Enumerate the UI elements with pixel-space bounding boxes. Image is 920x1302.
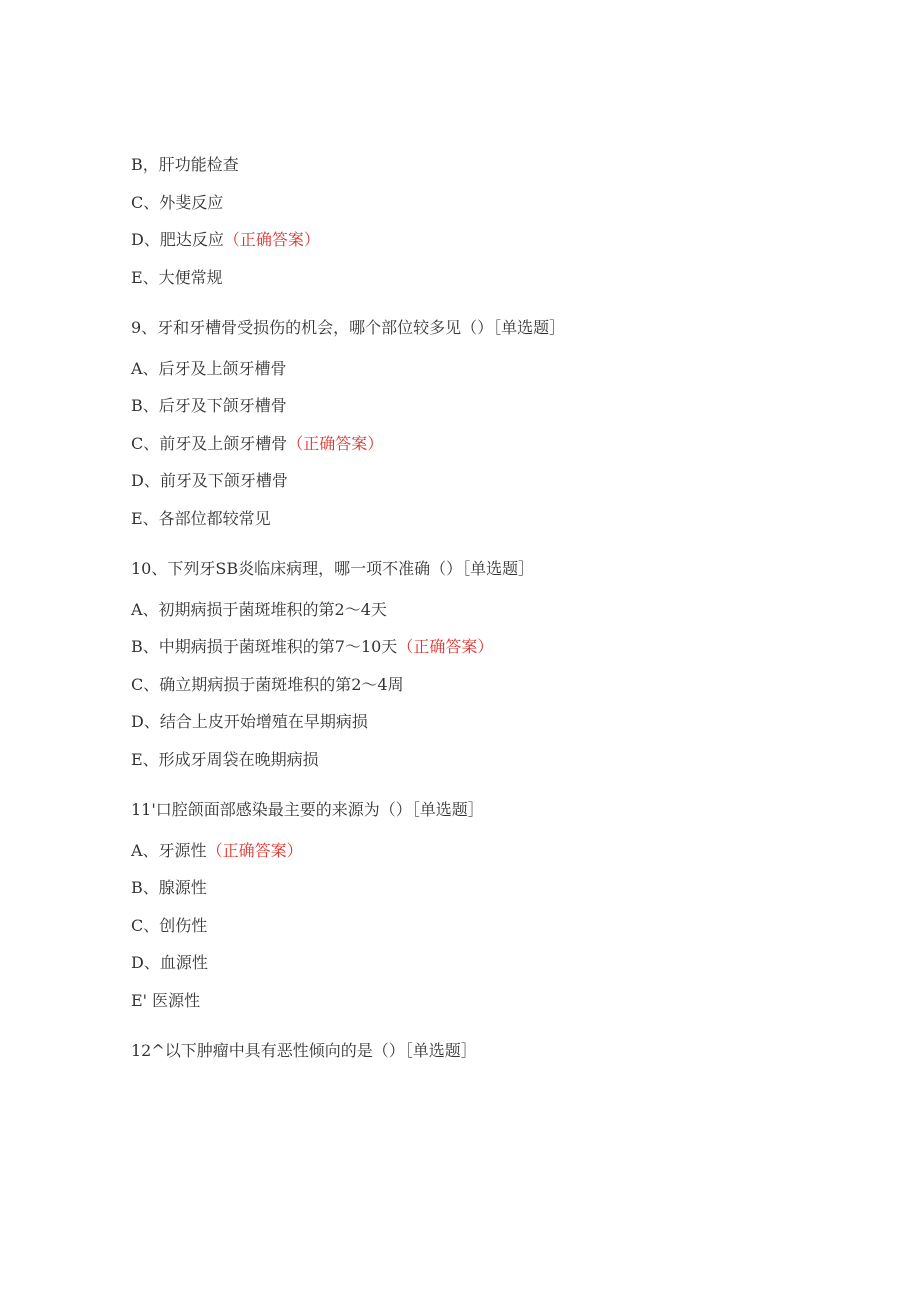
- option-text: A、牙源性: [131, 840, 207, 860]
- option-text: E、大便常规: [131, 267, 223, 287]
- q10-option-e: [131, 747, 871, 773]
- option-text: D、前牙及下颌牙槽骨: [131, 471, 288, 490]
- q9-option-e: [131, 506, 871, 532]
- option-b: [131, 152, 871, 178]
- option-text: D、血源性: [131, 953, 208, 972]
- question-9-title: 9、牙和牙槽骨受损伤的机会，哪个部位较多见（）［单选题］: [131, 317, 566, 337]
- option-text: A、后牙及上颌牙槽骨: [131, 358, 287, 378]
- q10-option-a: [131, 597, 871, 623]
- q10-option-c: [131, 672, 871, 698]
- q11-option-d: [131, 950, 871, 976]
- option-text: B、中期病损于菌斑堆积的第7～10天: [131, 637, 398, 656]
- correct-answer-mark: （正确答案）: [287, 433, 384, 453]
- q10-option-d: [131, 709, 871, 735]
- q11-option-a: [131, 838, 871, 864]
- option-text: C、外斐反应: [131, 192, 224, 212]
- correct-answer-mark: （正确答案）: [206, 840, 303, 860]
- q11-option-e: [131, 988, 871, 1014]
- q9-option-b: [131, 393, 871, 419]
- q11-option-c: [131, 913, 871, 939]
- correct-answer-mark: （正确答案）: [397, 637, 494, 656]
- q11-option-b: [131, 875, 871, 901]
- option-text: C、前牙及上颌牙槽骨: [131, 433, 288, 453]
- question-12-title: 12^以下肿瘤中具有恶性倾向的是（）［单选题］: [131, 1040, 477, 1060]
- question-10-title: 10、下列牙SB炎临床病理，哪一项不准确（）［单选题］: [131, 558, 535, 578]
- option-text: E、各部位都较常见: [131, 508, 271, 528]
- q9-option-a: [131, 356, 871, 382]
- option-text: C、创伤性: [131, 915, 208, 935]
- correct-answer-mark: （正确答案）: [223, 230, 320, 249]
- option-text: B，肝功能检查: [131, 155, 239, 174]
- q9-option-c: [131, 431, 871, 457]
- option-d: [131, 227, 871, 253]
- document-page: [131, 152, 871, 1079]
- question-11-title: 11'口腔颌面部感染最主要的来源为（）［单选题］: [131, 799, 484, 819]
- option-text: B、腺源性: [131, 878, 207, 897]
- option-text: D、肥达反应: [131, 230, 224, 249]
- option-text: D、结合上皮开始增殖在早期病损: [131, 712, 368, 731]
- q10-option-b: [131, 634, 871, 660]
- option-c: [131, 190, 871, 216]
- option-text: E、形成牙周袋在晚期病损: [131, 749, 319, 769]
- option-e: [131, 265, 871, 291]
- option-text: E' 医源性: [131, 990, 201, 1010]
- q9-option-d: [131, 468, 871, 494]
- option-text: B、后牙及下颌牙槽骨: [131, 396, 287, 415]
- option-text: C、确立期病损于菌斑堆积的第2～4周: [131, 674, 404, 694]
- option-text: A、初期病损于菌斑堆积的第2～4天: [131, 599, 387, 619]
